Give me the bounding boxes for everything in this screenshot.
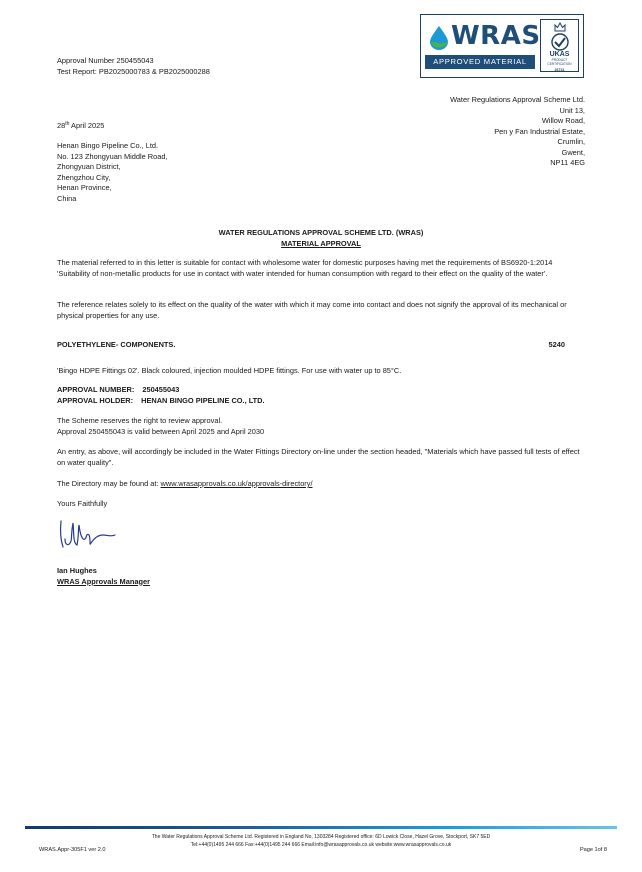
check-circle-icon [548,33,572,51]
test-report-line: Test Report: PB2025000783 & PB2025000288 [57,67,210,76]
ukas-number: 26741 [554,68,565,72]
wras-logo [420,14,584,78]
signatory-name: Ian Hughes [57,566,97,575]
water-drop-icon [428,25,450,51]
directory-prefix: The Directory may be found at: [57,479,161,488]
signatory-block [57,566,150,587]
letter-date [57,121,104,132]
approved-material-tagline: APPROVED MATERIAL [425,55,535,69]
sender-line: Pen y Fan Industrial Estate, [494,126,585,136]
recipient-line: Henan Bingo Pipeline Co., Ltd. [57,141,159,150]
paragraph-scope: The reference relates solely to its effect on the quality of the water with which it may come into contact and does not signify the approval of its mechanical or physical properties for any use. [57,300,567,320]
handwritten-signature [55,513,125,553]
validity-line: Approval 250455043 is valid between April 2025 and April 2030 [57,426,265,436]
approval-holder-row [57,396,265,407]
closing-salutation: Yours Faithfully [57,499,108,508]
product-description: 'Bingo HDPE Fittings 02'. Black coloured, injection moulded HDPE fittings. For use with water up to 85°C. [57,366,402,375]
approval-number-line: Approval Number 250455043 [57,56,154,65]
sender-line: Water Regulations Approval Scheme Ltd. [450,95,585,104]
recipient-line: Zhongyuan District, [57,162,121,171]
footer-registration: The Water Regulations Approval Scheme Ltd. Registered in England No, 1303284 Registered office: 6D Lowick Close, Hazel Grove, Stockport, SK7 5ED [151,834,491,840]
date-suffix: th [65,121,70,127]
footer-divider [25,826,617,829]
date-rest: April 2025 [69,121,105,130]
heading-line1: WATER REGULATIONS APPROVAL SCHEME LTD. (WRAS) [218,228,424,237]
form-reference: WRAS.Appr-305F1 ver 2.0 [39,847,106,853]
ukas-subtitle: PRODUCT CERTIFICATION [547,58,572,66]
wras-wordmark: WRAS [451,21,541,51]
product-code: 5240 [548,340,565,349]
letter-heading [0,228,642,249]
sender-line: Unit 13, [559,105,585,115]
page-number: Page 1of 8 [579,847,607,853]
directory-location-paragraph [57,479,587,490]
approval-number-row [57,385,265,396]
ukas-mark [540,19,579,72]
recipient-address [57,141,168,204]
sender-line: NP11 4EG [550,158,585,167]
recipient-line: Zhengzhou City, [57,172,111,182]
paragraph-suitability: The material referred to in this letter is suitable for contact with wholesome water for domestic purposes having met the requirements of BS6920-1:2014 'Suitability of non-metallic products for use in contact with water intended for human consumption with regard to their effect on the quality of the water'. [57,258,553,278]
date-day: 28 [57,121,66,130]
product-category: POLYETHYLENE- COMPONENTS. [57,340,176,349]
heading-line2: MATERIAL APPROVAL [281,238,361,248]
product-category-row [57,340,565,351]
approval-details [57,385,265,406]
approval-holder-value: HENAN BINGO PIPELINE CO., LTD. [141,395,265,405]
footer-contact: Tel:+44(0)1495 244 666 Fax:+44(0)1495 244 666 Email:info@wrasapprovals.co.uk website:www.wrasapprovals.co.uk [190,842,452,848]
review-paragraph [57,416,587,437]
crown-icon [554,22,566,32]
recipient-line: China [57,193,77,203]
directory-link[interactable]: www.wrasapprovals.co.uk/approvals-directory/ [160,479,313,488]
review-line: The Scheme reserves the right to review approval. [57,416,223,425]
reference-block [57,55,210,77]
sender-line: Willow Road, [541,116,585,125]
recipient-line: No. 123 Zhongyuan Middle Road, [57,151,168,161]
approval-number-value: 250455043 [142,385,180,394]
sender-address [450,95,585,169]
sender-line: Gwent, [561,147,585,157]
recipient-line: Henan Province, [57,183,112,192]
signatory-title: WRAS Approvals Manager [57,576,150,586]
sender-line: Crumlin, [557,137,585,146]
directory-entry-paragraph: An entry, as above, will accordingly be included in the Water Fittings Directory on-line under the section headed, "Materials which have passed full tests of effect on water quality". [57,447,580,467]
ukas-name: UKAS [549,51,570,58]
approval-holder-label: APPROVAL HOLDER: [57,395,134,405]
approval-number-label: APPROVAL NUMBER: [57,385,135,394]
